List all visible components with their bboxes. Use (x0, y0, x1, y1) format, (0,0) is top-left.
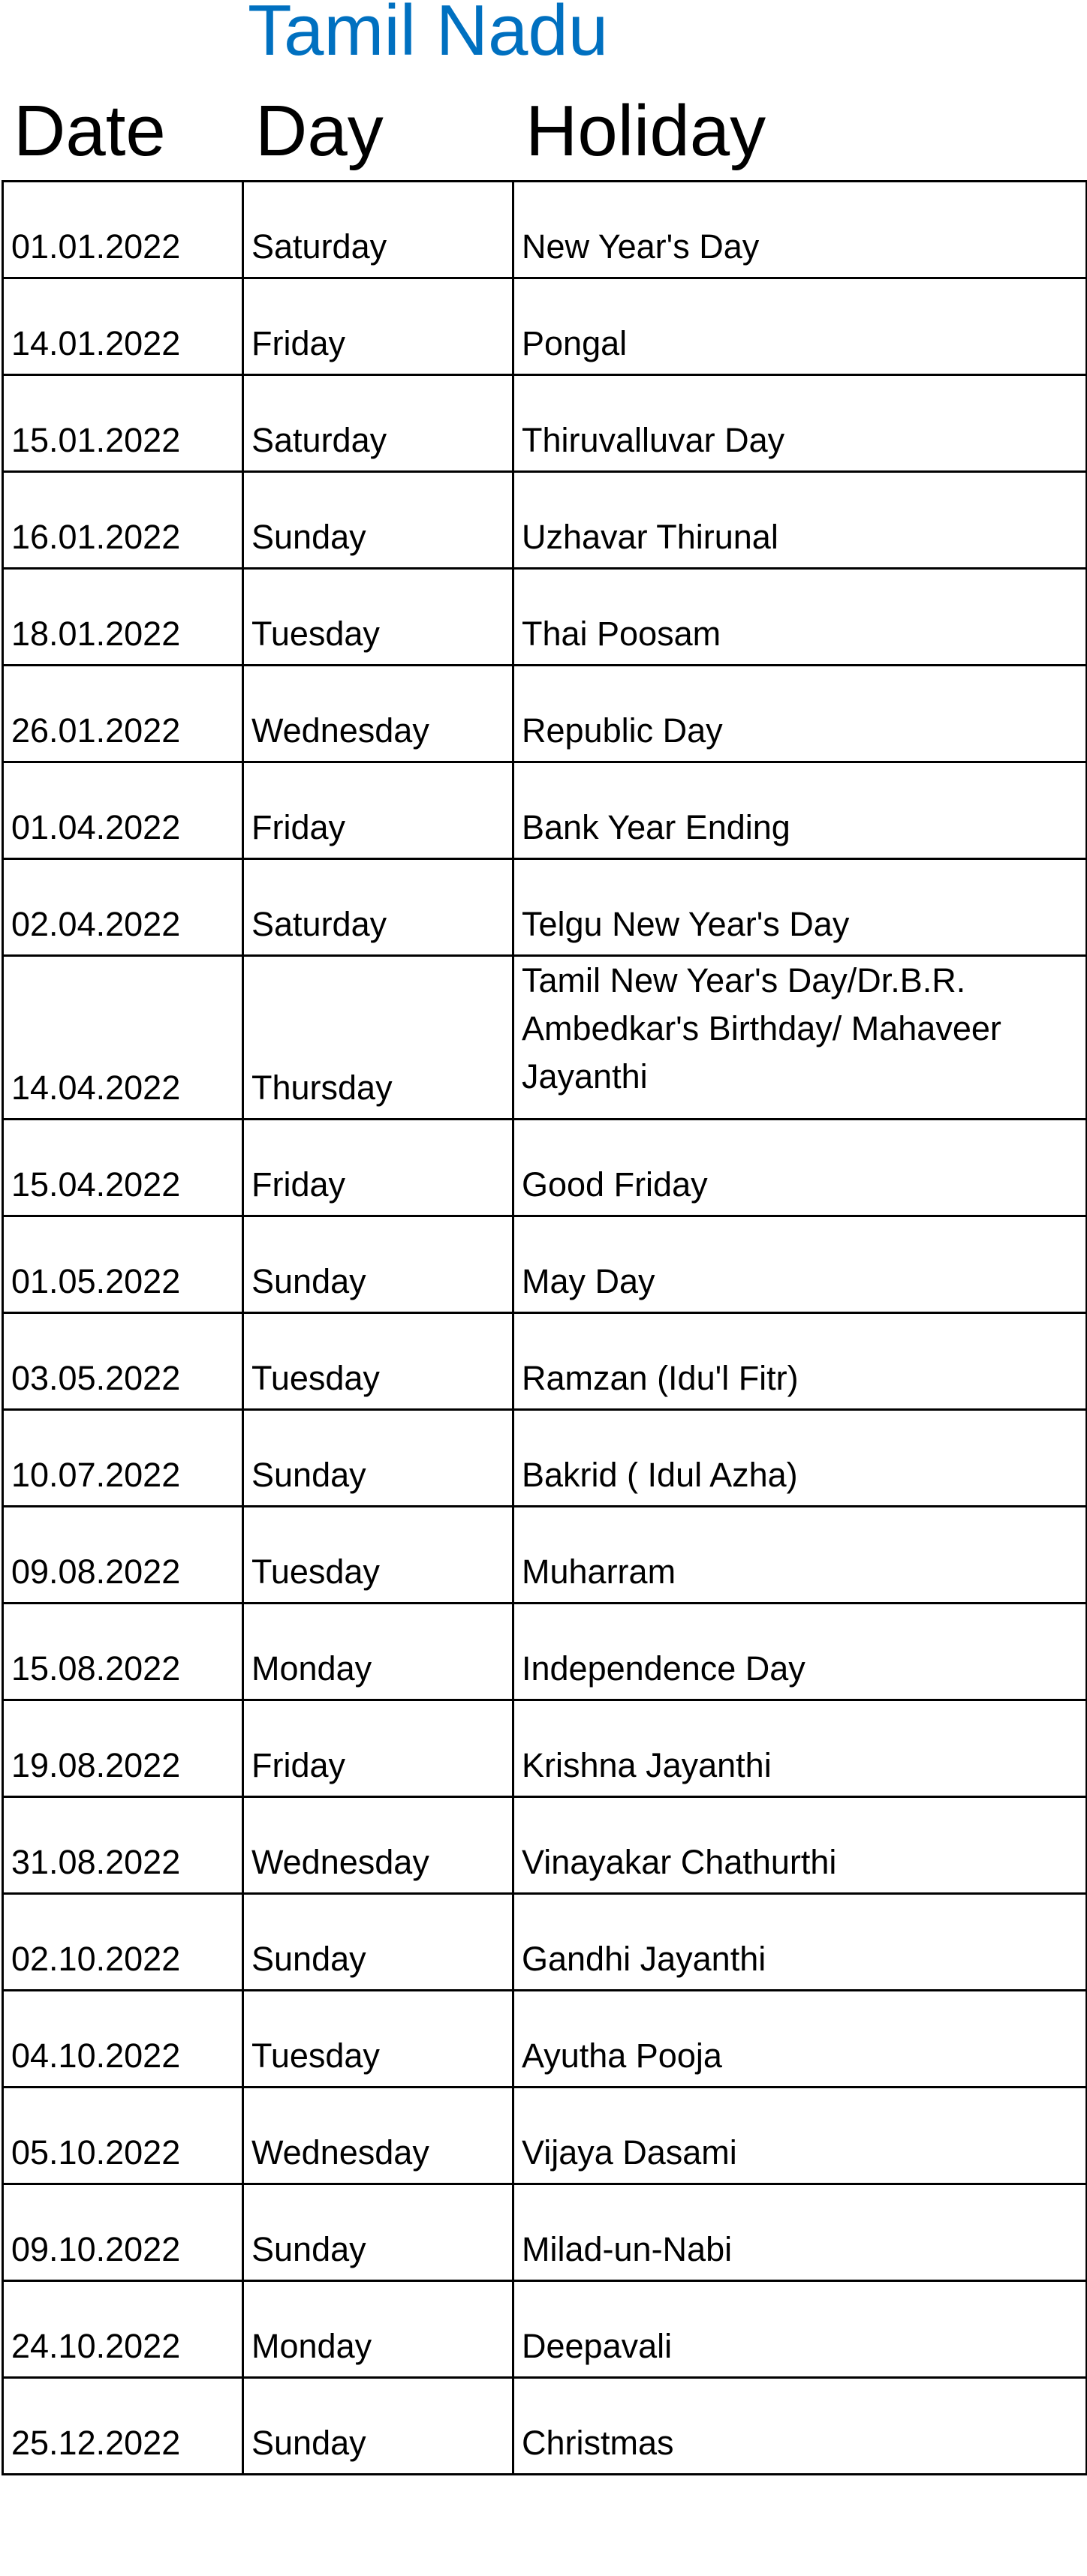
holiday-cell: New Year's Day (513, 182, 1087, 278)
header-holiday: Holiday (525, 91, 766, 171)
holiday-cell: Milad-un-Nabi (513, 2184, 1087, 2281)
day-cell: Sunday (243, 2378, 513, 2475)
date-cell: 09.10.2022 (3, 2184, 243, 2281)
table-row (3, 1410, 1087, 1507)
table-row (3, 375, 1087, 472)
holiday-cell: Christmas (513, 2378, 1087, 2475)
table-row (3, 1604, 1087, 1700)
date-cell: 02.10.2022 (3, 1894, 243, 1991)
table-row (3, 1991, 1087, 2088)
holiday-cell: Pongal (513, 278, 1087, 375)
day-cell: Saturday (243, 182, 513, 278)
table-row (3, 1507, 1087, 1604)
date-cell: 01.04.2022 (3, 762, 243, 859)
date-cell: 15.04.2022 (3, 1120, 243, 1216)
table-row (3, 859, 1087, 956)
day-cell: Thursday (243, 956, 513, 1120)
table-row (3, 2184, 1087, 2281)
holiday-cell: Krishna Jayanthi (513, 1700, 1087, 1797)
table-row (3, 1313, 1087, 1410)
date-cell: 10.07.2022 (3, 1410, 243, 1507)
date-cell: 24.10.2022 (3, 2281, 243, 2378)
day-cell: Tuesday (243, 1507, 513, 1604)
day-cell: Friday (243, 1120, 513, 1216)
date-cell: 18.01.2022 (3, 569, 243, 666)
day-cell: Tuesday (243, 1313, 513, 1410)
day-cell: Saturday (243, 859, 513, 956)
date-cell: 01.01.2022 (3, 182, 243, 278)
date-cell: 04.10.2022 (3, 1991, 243, 2088)
date-cell: 19.08.2022 (3, 1700, 243, 1797)
holiday-cell: Gandhi Jayanthi (513, 1894, 1087, 1991)
date-cell: 14.01.2022 (3, 278, 243, 375)
date-cell: 05.10.2022 (3, 2088, 243, 2184)
page-title: Tamil Nadu (248, 0, 609, 71)
day-cell: Tuesday (243, 1991, 513, 2088)
holiday-cell: Bank Year Ending (513, 762, 1087, 859)
day-cell: Sunday (243, 1410, 513, 1507)
date-cell: 09.08.2022 (3, 1507, 243, 1604)
date-cell: 31.08.2022 (3, 1797, 243, 1894)
header-date: Date (14, 91, 166, 171)
table-row (3, 762, 1087, 859)
header-day: Day (255, 91, 384, 171)
table-row (3, 182, 1087, 278)
holiday-cell: Telgu New Year's Day (513, 859, 1087, 956)
holiday-cell: Vinayakar Chathurthi (513, 1797, 1087, 1894)
holiday-cell: Uzhavar Thirunal (513, 472, 1087, 569)
day-cell: Friday (243, 762, 513, 859)
day-cell: Monday (243, 1604, 513, 1700)
day-cell: Friday (243, 278, 513, 375)
table-row (3, 1120, 1087, 1216)
day-cell: Wednesday (243, 1797, 513, 1894)
day-cell: Wednesday (243, 666, 513, 762)
date-cell: 14.04.2022 (3, 956, 243, 1120)
holiday-cell: Good Friday (513, 1120, 1087, 1216)
day-cell: Sunday (243, 1216, 513, 1313)
holiday-cell: Thai Poosam (513, 569, 1087, 666)
table-row (3, 1797, 1087, 1894)
table-row (3, 2378, 1087, 2475)
holiday-cell: Ramzan (Idu'l Fitr) (513, 1313, 1087, 1410)
holiday-cell: Independence Day (513, 1604, 1087, 1700)
holiday-cell: Republic Day (513, 666, 1087, 762)
holiday-cell: Muharram (513, 1507, 1087, 1604)
holiday-cell: Ayutha Pooja (513, 1991, 1087, 2088)
date-cell: 01.05.2022 (3, 1216, 243, 1313)
holiday-cell: Thiruvalluvar Day (513, 375, 1087, 472)
table-row (3, 2088, 1087, 2184)
date-cell: 16.01.2022 (3, 472, 243, 569)
date-cell: 26.01.2022 (3, 666, 243, 762)
date-cell: 15.01.2022 (3, 375, 243, 472)
holiday-cell: Vijaya Dasami (513, 2088, 1087, 2184)
holiday-cell: Bakrid ( Idul Azha) (513, 1410, 1087, 1507)
holiday-cell: Tamil New Year's Day/Dr.B.R. Ambedkar's Birthday/ Mahaveer Jayanthi (513, 956, 1087, 1120)
holiday-table (2, 180, 1087, 2475)
holiday-cell: May Day (513, 1216, 1087, 1313)
table-row (3, 472, 1087, 569)
day-cell: Saturday (243, 375, 513, 472)
day-cell: Monday (243, 2281, 513, 2378)
table-row (3, 1216, 1087, 1313)
table-row (3, 569, 1087, 666)
day-cell: Sunday (243, 1894, 513, 1991)
table-row (3, 1700, 1087, 1797)
holiday-cell: Deepavali (513, 2281, 1087, 2378)
day-cell: Friday (243, 1700, 513, 1797)
date-cell: 02.04.2022 (3, 859, 243, 956)
day-cell: Sunday (243, 472, 513, 569)
table-row (3, 278, 1087, 375)
table-row (3, 666, 1087, 762)
date-cell: 25.12.2022 (3, 2378, 243, 2475)
date-cell: 03.05.2022 (3, 1313, 243, 1410)
day-cell: Sunday (243, 2184, 513, 2281)
day-cell: Wednesday (243, 2088, 513, 2184)
table-row (3, 1894, 1087, 1991)
day-cell: Tuesday (243, 569, 513, 666)
table-row (3, 2281, 1087, 2378)
date-cell: 15.08.2022 (3, 1604, 243, 1700)
table-row (3, 956, 1087, 1120)
